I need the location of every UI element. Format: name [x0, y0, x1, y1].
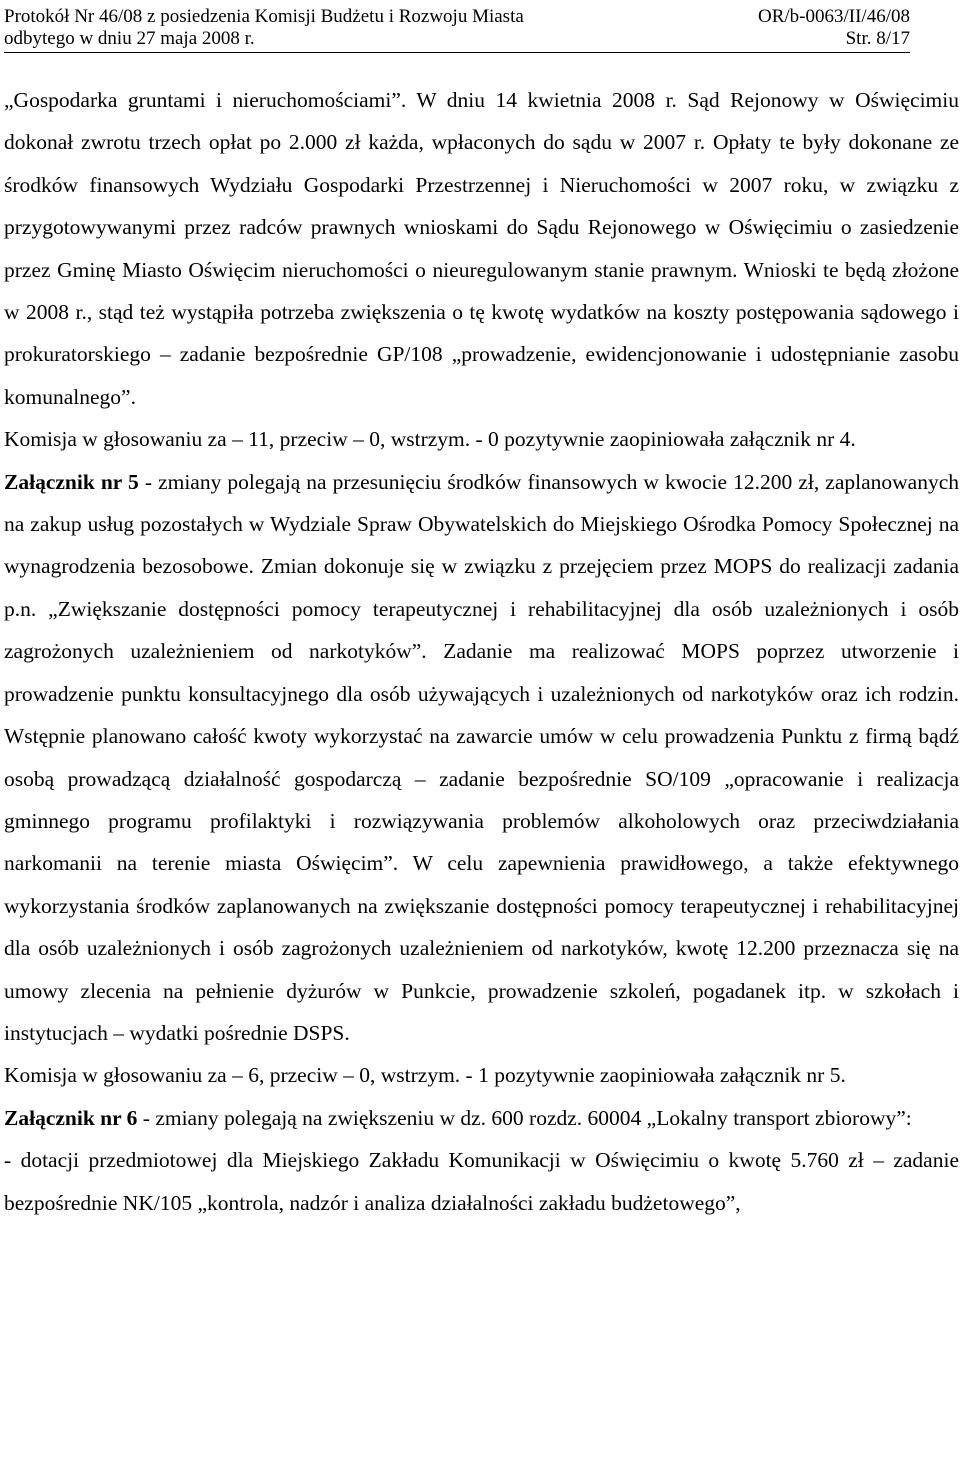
paragraph-text: Komisja w głosowaniu za – 11, przeciw – 0, wstrzym. - 0 pozytywnie zaopiniowała załącznik nr 4. [4, 427, 856, 452]
header-row-1 [4, 6, 910, 28]
paragraph-zalacznik-4-description [4, 79, 959, 418]
page-number: Str. 8/17 [845, 28, 910, 49]
paragraph-text: „Gospodarka gruntami i nieruchomościami”. W dniu 14 kwietnia 2008 r. Sąd Rejonowy w Oświęcimiu dokonał zwrotu trzech opłat po 2.000 zł każda, wpłaconych do sądu w 2007 r. Opłaty te były dokonane ze środków finansowych Wydziału Gospodarki Przestrzennej i Nieruchomości w 2007 roku, w związku z przygotowywanymi przez radców prawnych wnioskami do Sądu Rejonowego w Oświęcimiu o zasiedzenie przez Gminę Miasto Oświęcim nieruchomości o nieuregulowanym stanie prawnym. Wnioski te będą złożone w 2008 r., stąd też wystąpiła potrzeba zwiększenia o tę kwotę wydatków na koszty postępowania sądowego i prokuratorskiego – zadanie bezpośrednie GP/108 „prowadzenie, ewidencjonowanie i udostępnianie zasobu komunalnego”. [4, 88, 959, 409]
paragraph-zalacznik-5 [4, 461, 959, 1055]
attachment-heading: Załącznik nr 5 [4, 469, 139, 494]
attachment-heading: Załącznik nr 6 [4, 1105, 138, 1130]
document-title: Protokół Nr 46/08 z posiedzenia Komisji Budżetu i Rozwoju Miasta [4, 6, 524, 27]
document-reference: OR/b-0063/II/46/08 [758, 6, 910, 27]
paragraph-dotacja [4, 1139, 959, 1224]
paragraph-text: Komisja w głosowaniu za – 6, przeciw – 0, wstrzym. - 1 pozytywnie zaopiniowała załącznik nr 5. [4, 1063, 846, 1088]
meeting-date: odbytego w dniu 27 maja 2008 r. [4, 28, 255, 49]
document-body [4, 79, 959, 1224]
paragraph-text: - dotacji przedmiotowej dla Miejskiego Zakładu Komunikacji w Oświęcimiu o kwotę 5.760 zł – zadanie bezpośrednie NK/105 „kontrola, nadzór i analiza działalności zakładu budżetowego”, [4, 1148, 959, 1215]
paragraph-text: - zmiany polegają na przesunięciu środków finansowych w kwocie 12.200 zł, zaplanowanych na zakup usług pozostałych w Wydziale Spraw Obywatelskich do Miejskiego Ośrodka Pomocy Społecznej na wynagrodzenia bezosobowe. Zmian dokonuje się w związku z przejęciem przez MOPS do realizacji zadania p.n. „Zwiększanie dostępności pomocy terapeutycznej i rehabilitacyjnej dla osób uzależnionych i osób zagrożonych uzależnieniem od narkotyków”. Zadanie ma realizować MOPS poprzez utworzenie i prowadzenie punktu konsultacyjnego dla osób używających i uzależnionych od narkotyków oraz ich rodzin. Wstępnie planowano całość kwoty wykorzystać na zawarcie umów w celu prowadzenia Punktu z firmą bądź osobą prowadzącą działalność gospodarczą – zadanie bezpośrednie SO/109 „opracowanie i realizacja gminnego programu profilaktyki i rozwiązywania problemów alkoholowych oraz przeciwdziałania narkomanii na terenie miasta Oświęcim”. W celu zapewnienia prawidłowego, a także efektywnego wykorzystania środków zaplanowanych na zwiększanie dostępności pomocy terapeutycznej i rehabilitacyjnej dla osób uzależnionych i osób zagrożonych uzależnieniem od narkotyków, kwotę 12.200 przeznacza się na umowy zlecenia na pełnienie dyżurów w Punkcie, prowadzenie szkoleń, pogadanek itp. w szkołach i instytucjach – wydatki pośrednie DSPS. [4, 469, 959, 1045]
paragraph-vote-zalacznik-5 [4, 1054, 959, 1096]
paragraph-zalacznik-6 [4, 1097, 959, 1139]
header-row-2 [4, 28, 910, 50]
page-header [4, 6, 910, 53]
paragraph-vote-zalacznik-4 [4, 418, 959, 460]
paragraph-text: - zmiany polegają na zwiększeniu w dz. 600 rozdz. 60004 „Lokalny transport zbiorowy”: [137, 1105, 912, 1130]
